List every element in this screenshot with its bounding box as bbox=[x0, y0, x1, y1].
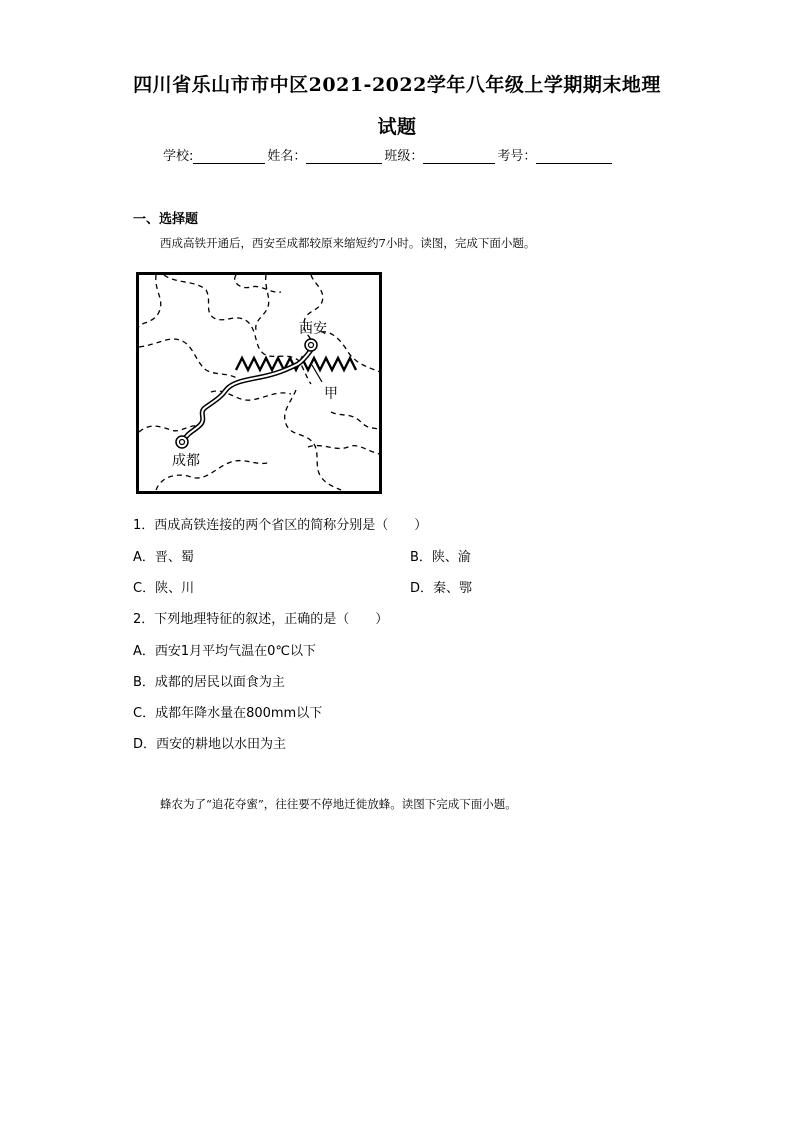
q1-option-b[interactable]: B．陕、渝 bbox=[410, 550, 471, 565]
name-blank[interactable] bbox=[306, 149, 382, 164]
label-jia: 甲 bbox=[324, 386, 338, 402]
school-label: 学校: bbox=[163, 149, 194, 164]
label-xian: 西安 bbox=[299, 321, 327, 337]
question-intro-2: 蜂农为了“追花夺蜜”，往往要不停地迁徙放蜂。读图下完成下面小题。 bbox=[160, 797, 517, 811]
question-intro-1: 西成高铁开通后，西安至成都较原来缩短约7小时。读图，完成下面小题。 bbox=[160, 236, 536, 250]
q1-option-a[interactable]: A．晋、蜀 bbox=[133, 550, 194, 565]
exam-no-blank[interactable] bbox=[536, 149, 612, 164]
q2-option-b[interactable]: B．成都的居民以面食为主 bbox=[133, 675, 285, 690]
class-blank[interactable] bbox=[423, 149, 495, 164]
student-info-line bbox=[163, 145, 614, 164]
name-label: 姓名： bbox=[267, 149, 307, 164]
chengdu-city-marker bbox=[176, 436, 188, 448]
q2-option-a[interactable]: A．西安1月平均气温在0℃以下 bbox=[133, 644, 317, 659]
class-label: 班级： bbox=[384, 149, 424, 164]
q2-option-c[interactable]: C．成都年降水量在800mm以下 bbox=[133, 706, 323, 721]
section-heading: 一、选择题 bbox=[133, 212, 199, 227]
label-chengdu: 成都 bbox=[172, 453, 200, 469]
exam-no-label: 考号： bbox=[497, 149, 537, 164]
xian-city-marker bbox=[305, 339, 317, 351]
xicheng-railway-map bbox=[136, 272, 382, 494]
school-blank[interactable] bbox=[193, 149, 265, 164]
question-1-stem: 1．西成高铁连接的两个省区的简称分别是（ ） bbox=[133, 518, 428, 533]
q1-option-d[interactable]: D．秦、鄂 bbox=[410, 581, 473, 596]
q2-option-d[interactable]: D．西安的耕地以水田为主 bbox=[133, 737, 287, 752]
question-2-stem: 2．下列地理特征的叙述，正确的是（ ） bbox=[133, 612, 389, 627]
q1-option-c[interactable]: C．陕、川 bbox=[133, 581, 195, 596]
page-title-continued: 试题 bbox=[377, 116, 417, 138]
page-title: 四川省乐山市市中区2021-2022学年八年级上学期期末地理 bbox=[133, 74, 661, 96]
